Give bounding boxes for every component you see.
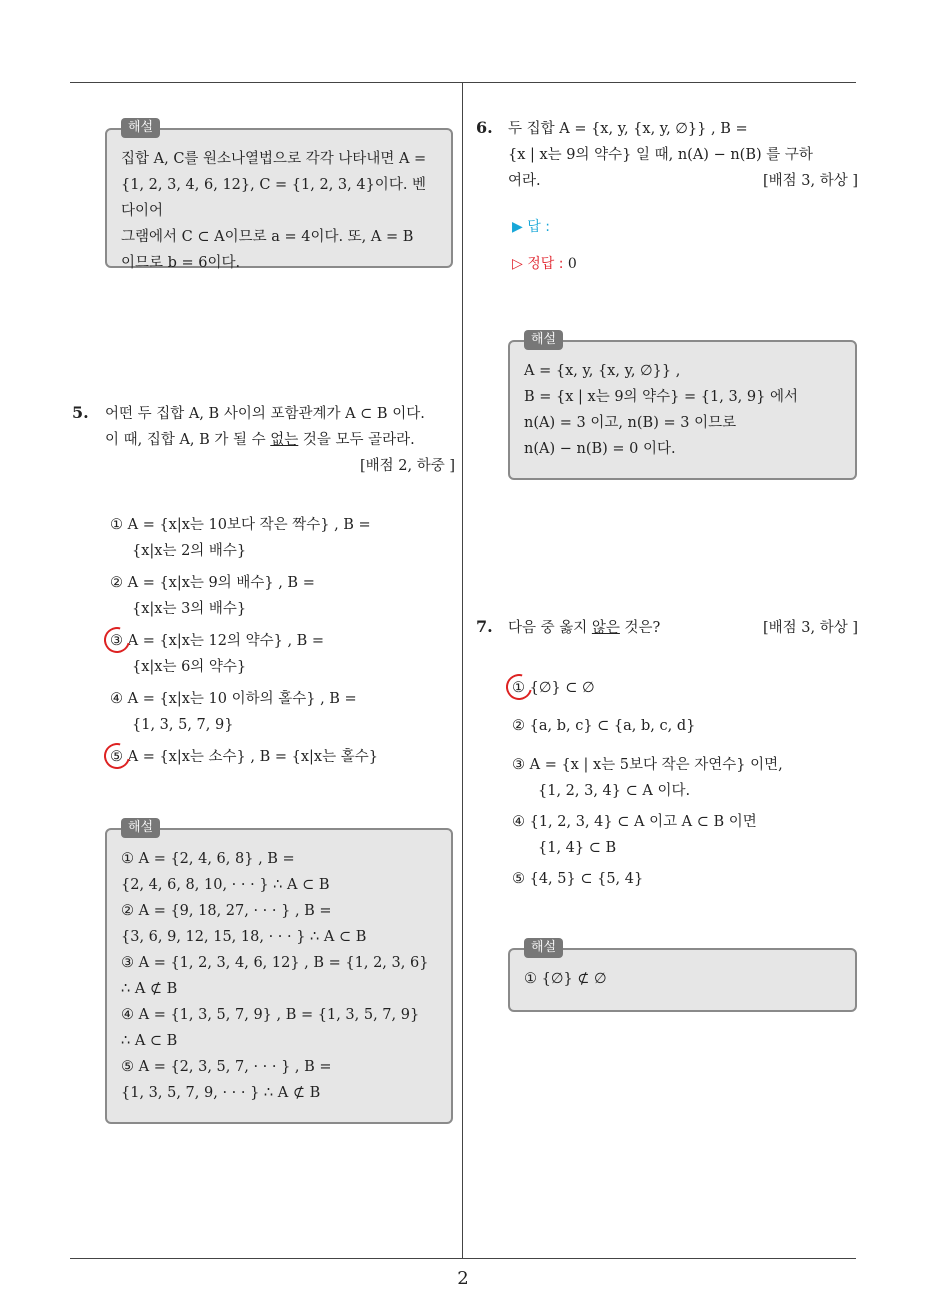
question-5-option-1[interactable]: ① A = {x|x는 10보다 작은 짝수} , B = {x|x는 2의 배수} [110,517,371,559]
question-7-explanation-box [508,940,857,1012]
question-5-line-2: 이 때, 집합 A, B 가 될 수 없는 것을 모두 골라라. [105,432,415,448]
question-5-option-2[interactable]: ② A = {x|x는 9의 배수} , B = {x|x는 3의 배수} [110,575,315,617]
question-7-option-2[interactable]: ② {a, b, c} ⊂ {a, b, c, d} [512,718,696,734]
top-rule [70,82,856,83]
explanation-line: {3, 6, 9, 12, 15, 18, · · · } ∴ A ⊂ B [121,929,367,945]
explanation-line: 그램에서 C ⊂ A이므로 a = 4이다. 또, A = B [121,229,414,245]
explanation-line: n(A) = 3 이고, n(B) = 3 이므로 [524,415,737,431]
question-5-option-3[interactable]: ③ A = {x|x는 12의 약수} , B = {x|x는 6의 약수} [110,633,325,675]
question-7-number: 7. [476,617,493,636]
explanation-line: n(A) − n(B) = 0 이다. [524,441,676,457]
explanation-tag: 해설 [121,818,160,838]
correct-answer-value: 0 [567,256,577,272]
bottom-rule [70,1258,856,1259]
question-7-option-5[interactable]: ⑤ {4, 5} ⊂ {5, 4} [512,871,644,887]
question-5-underlined-word: 없는 [270,432,299,448]
explanation-line: A = {x, y, {x, y, ∅}} , [524,363,681,379]
explanation-box-prev [105,120,453,271]
explanation-line: ∴ A ⊄ B [121,981,178,997]
question-5-line-1: 어떤 두 집합 A, B 사이의 포함관계가 A ⊂ B 이다. [105,406,425,422]
explanation-line: ⑤ A = {2, 3, 5, 7, · · · } , B = [121,1059,332,1075]
question-7-text: 다음 중 옳지 않은 것은? [배점 3, 하상 ] [508,615,858,641]
question-6-text [508,116,858,194]
explanation-line: ④ A = {1, 3, 5, 7, 9} , B = {1, 3, 5, 7, 9} [121,1007,420,1023]
explanation-line: {1, 2, 3, 4, 6, 12}, C = {1, 2, 3, 4}이다. 벤 다이어 [121,177,427,219]
question-5-option-4[interactable]: ④ A = {x|x는 10 이하의 홀수} , B = {1, 3, 5, 7, 9} [110,691,357,733]
question-5-score: [배점 2, 하중 ] [359,458,455,474]
explanation-line: {1, 3, 5, 7, 9, · · · } ∴ A ⊄ B [121,1085,321,1101]
question-6-number: 6. [476,118,493,137]
question-7-underlined-word: 않은 [591,620,620,636]
explanation-line: ③ A = {1, 2, 3, 4, 6, 12} , B = {1, 2, 3, 6} [121,955,429,971]
question-5-text [105,401,455,479]
question-6-line-3: 여라. [배점 3, 하상 ] [508,168,858,194]
page-number: 2 [457,1268,469,1289]
explanation-line: B = {x | x는 9의 약수} = {1, 3, 9} 에서 [524,389,798,405]
question-6-explanation-box [508,332,857,480]
question-5-number: 5. [72,403,89,422]
column-divider [462,83,463,1258]
question-5-option-5[interactable]: ⑤ A = {x|x는 소수} , B = {x|x는 홀수} [110,749,378,765]
explanation-tag: 해설 [524,938,563,958]
explanation-line: 이므로 b = 6이다. [121,255,241,271]
question-6-score: [배점 3, 하상 ] [762,173,858,189]
answer-input-label[interactable]: ▶ 답 : [512,219,550,235]
explanation-line: ∴ A ⊂ B [121,1033,178,1049]
explanation-tag: 해설 [121,118,160,138]
question-6-line-1: 두 집합 A = {x, y, {x, y, ∅}} , B = [508,121,748,137]
correct-answer-label: ▷ 정답 : [512,256,564,272]
question-7-option-4[interactable]: ④ {1, 2, 3, 4} ⊂ A 이고 A ⊂ B 이면 {1, 4} ⊂ B [512,814,757,856]
explanation-line: 집합 A, C를 원소나열법으로 각각 나타내면 A = [121,151,427,167]
explanation-line: {2, 4, 6, 8, 10, · · · } ∴ A ⊂ B [121,877,330,893]
correct-answer [512,253,577,273]
question-5-explanation-box [105,820,453,1124]
explanation-line: ① A = {2, 4, 6, 8} , B = [121,851,295,867]
question-7-option-1[interactable]: ① {∅} ⊂ ∅ [512,680,595,696]
explanation-line: ② A = {9, 18, 27, · · · } , B = [121,903,332,919]
explanation-line: ① {∅} ⊄ ∅ [524,971,607,987]
question-7-score: [배점 3, 하상 ] [762,620,858,636]
explanation-tag: 해설 [524,330,563,350]
question-7-option-3[interactable]: ③ A = {x | x는 5보다 작은 자연수} 이면, {1, 2, 3, 4} ⊂ A 이다. [512,757,783,799]
question-6-line-2: {x | x는 9의 약수} 일 때, n(A) − n(B) 를 구하 [508,147,813,163]
